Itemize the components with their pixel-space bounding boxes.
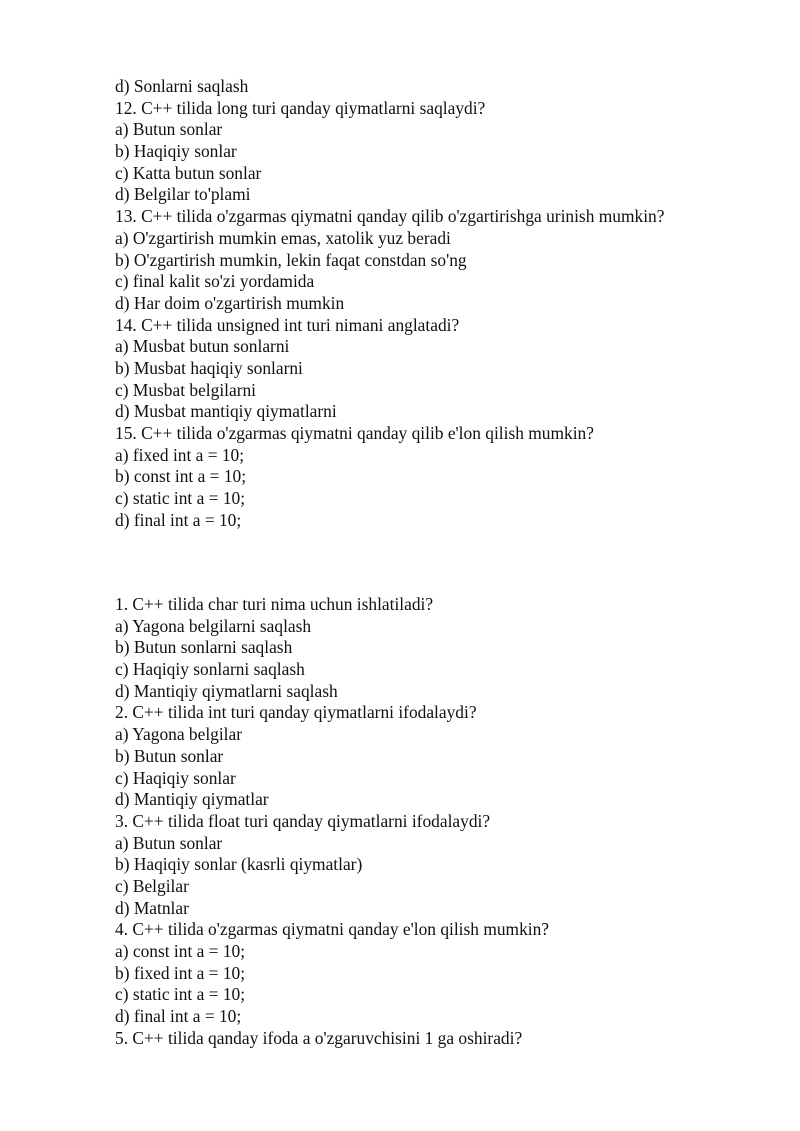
question-text: 12. C++ tilida long turi qanday qiymatlarni saqlaydi? bbox=[115, 97, 486, 118]
answer-option: a) Yagona belgilarni saqlash bbox=[115, 615, 312, 636]
answer-option: b) Haqiqiy sonlar (kasrli qiymatlar) bbox=[115, 854, 363, 875]
answer-option: c) static int a = 10; bbox=[115, 488, 246, 509]
answer-option: a) O'zgartirish mumkin emas, xatolik yuz beradi bbox=[115, 227, 451, 248]
quiz-block-new bbox=[115, 594, 549, 1049]
answer-option: b) Musbat haqiqiy sonlarni bbox=[115, 357, 303, 378]
answer-option: c) static int a = 10; bbox=[115, 984, 246, 1005]
question-text: 2. C++ tilida int turi qanday qiymatlarni ifodalaydi? bbox=[115, 702, 477, 723]
answer-option: d) Har doim o'zgartirish mumkin bbox=[115, 292, 345, 313]
quiz-block-continued bbox=[115, 76, 664, 531]
question-text: 14. C++ tilida unsigned int turi nimani anglatadi? bbox=[115, 314, 460, 335]
answer-option: d) Mantiqiy qiymatlarni saqlash bbox=[115, 680, 338, 701]
answer-option: a) const int a = 10; bbox=[115, 941, 246, 961]
answer-option: b) Butun sonlarni saqlash bbox=[115, 637, 293, 658]
answer-option: a) Musbat butun sonlarni bbox=[115, 336, 290, 357]
answer-option: b) O'zgartirish mumkin, lekin faqat constdan so'ng bbox=[115, 249, 467, 270]
answer-option: d) final int a = 10; bbox=[115, 1006, 242, 1027]
answer-option: b) Haqiqiy sonlar bbox=[115, 141, 237, 162]
answer-option: b) Butun sonlar bbox=[115, 745, 224, 766]
answer-option: c) Haqiqiy sonlarni saqlash bbox=[115, 659, 305, 680]
answer-option: d) Musbat mantiqiy qiymatlarni bbox=[115, 401, 337, 422]
answer-option: c) Belgilar bbox=[115, 875, 189, 896]
question-text: 3. C++ tilida float turi qanday qiymatlarni ifodalaydi? bbox=[115, 810, 491, 831]
answer-option: a) Butun sonlar bbox=[115, 832, 223, 853]
question-text: 5. C++ tilida qanday ifoda a o'zgaruvchisini 1 ga oshiradi? bbox=[115, 1027, 523, 1048]
question-text: 1. C++ tilida char turi nima uchun ishlatiladi? bbox=[115, 594, 434, 614]
answer-option: a) Yagona belgilar bbox=[115, 724, 243, 745]
answer-option: c) Katta butun sonlar bbox=[115, 162, 262, 183]
answer-option: a) fixed int a = 10; bbox=[115, 444, 245, 465]
answer-option: c) final kalit so'zi yordamida bbox=[115, 271, 315, 292]
answer-option: c) Haqiqiy sonlar bbox=[115, 767, 236, 788]
question-text: 15. C++ tilida o'zgarmas qiymatni qanday qilib e'lon qilish mumkin? bbox=[115, 423, 594, 443]
answer-option: d) Mantiqiy qiymatlar bbox=[115, 789, 269, 810]
answer-option: d) final int a = 10; bbox=[115, 509, 242, 530]
answer-option: d) Sonlarni saqlash bbox=[115, 76, 249, 96]
answer-option: b) fixed int a = 10; bbox=[115, 962, 246, 983]
question-text: 4. C++ tilida o'zgarmas qiymatni qanday e'lon qilish mumkin? bbox=[115, 919, 550, 940]
answer-option: d) Matnlar bbox=[115, 897, 189, 918]
question-text: 13. C++ tilida o'zgarmas qiymatni qanday qilib o'zgartirishga urinish mumkin? bbox=[115, 206, 665, 227]
answer-option: a) Butun sonlar bbox=[115, 119, 223, 140]
answer-option: c) Musbat belgilarni bbox=[115, 379, 257, 400]
answer-option: d) Belgilar to'plami bbox=[115, 184, 251, 205]
answer-option: b) const int a = 10; bbox=[115, 466, 247, 487]
